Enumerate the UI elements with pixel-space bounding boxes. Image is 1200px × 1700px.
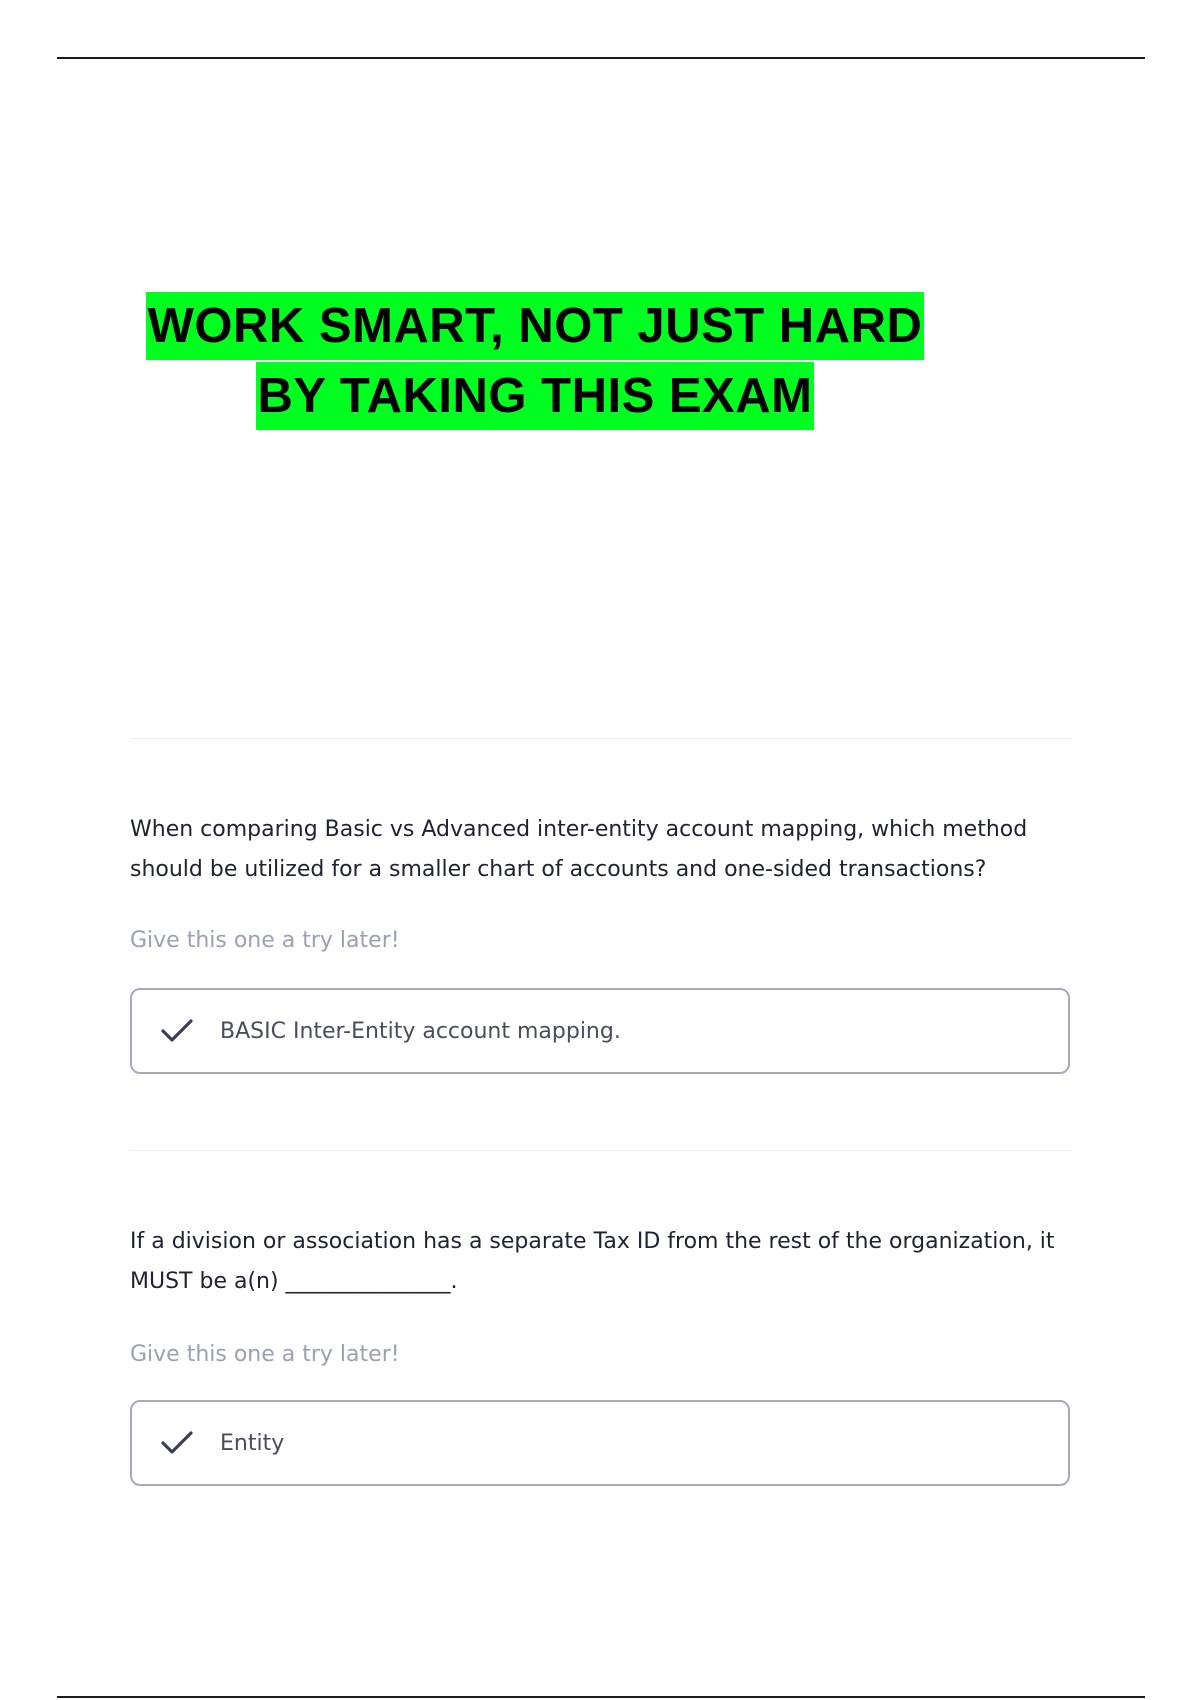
check-icon [160, 1014, 194, 1048]
section-divider [130, 738, 1072, 739]
bottom-rule [57, 1696, 1145, 1698]
try-later-hint[interactable]: Give this one a try later! [130, 928, 400, 953]
banner-line-1: WORK SMART, NOT JUST HARD [146, 292, 925, 360]
check-icon [160, 1426, 194, 1460]
answer-card[interactable] [130, 1400, 1070, 1486]
promo-banner [0, 292, 1200, 432]
question-text: When comparing Basic vs Advanced inter-entity account mapping, which method should be utilized for a smaller chart of accounts and one-sided transactions? [130, 817, 1028, 882]
banner-line-2: BY TAKING THIS EXAM [256, 362, 815, 430]
answer-card[interactable] [130, 988, 1070, 1074]
top-rule [57, 57, 1145, 59]
answer-text: BASIC Inter-Entity account mapping. [220, 1018, 621, 1044]
question-text: If a division or association has a separate Tax ID from the rest of the organization, it MUST be a(n) _______________. [130, 1229, 1055, 1294]
try-later-hint[interactable]: Give this one a try later! [130, 1342, 400, 1367]
answer-text: Entity [220, 1430, 285, 1456]
section-divider [130, 1150, 1072, 1151]
